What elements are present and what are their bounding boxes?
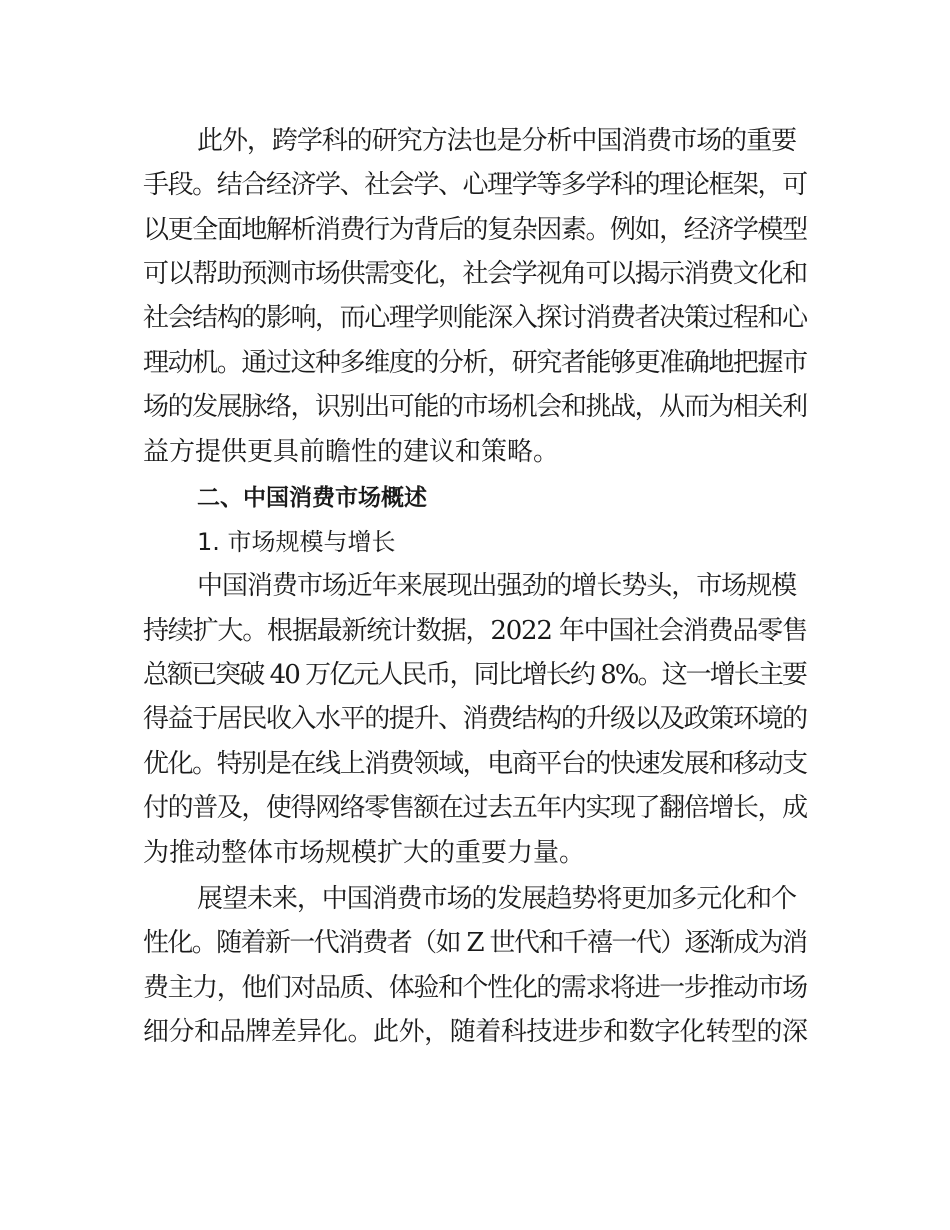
paragraph-line: 理动机。通过这种多维度的分析，研究者能够更准确地把握市	[143, 348, 807, 378]
paragraph-line: 性化。随着新一代消费者（如 Z 世代和千禧一代）逐渐成为消	[143, 928, 807, 958]
paragraph-line: 手段。结合经济学、社会学、心理学等多学科的理论框架，可	[143, 170, 807, 200]
paragraph-line: 场的发展脉络，识别出可能的市场机会和挑战，从而为相关利	[143, 392, 807, 422]
paragraph-line: 此外，跨学科的研究方法也是分析中国消费市场的重要	[197, 126, 797, 156]
paragraph-line: 益方提供更具前瞻性的建议和策略。	[143, 437, 560, 467]
paragraph-line: 细分和品牌差异化。此外，随着科技进步和数字化转型的深	[143, 1017, 808, 1047]
paragraph-line: 以更全面地解析消费行为背后的复杂因素。例如，经济学模型	[143, 215, 807, 245]
paragraph-line: 总额已突破 40 万亿元人民币，同比增长约 8%。这一增长主要	[143, 660, 806, 690]
paragraph-line: 中国消费市场近年来展现出强劲的增长势头，市场规模	[197, 571, 797, 601]
paragraph-line: 得益于居民收入水平的提升、消费结构的升级以及政策环境的	[143, 704, 807, 734]
paragraph-line: 费主力，他们对品质、体验和个性化的需求将进一步推动市场	[143, 973, 807, 1003]
paragraph-line: 为推动整体市场规模扩大的重要力量。	[143, 838, 586, 868]
paragraph-line: 可以帮助预测市场供需变化，社会学视角可以揭示消费文化和	[143, 259, 807, 289]
paragraph-line: 付的普及，使得网络零售额在过去五年内实现了翻倍增长，成	[143, 793, 807, 823]
paragraph-line: 社会结构的影响，而心理学则能深入探讨消费者决策过程和心	[143, 303, 807, 333]
subsection-heading: 1. 市场规模与增长	[197, 528, 396, 556]
paragraph-line: 优化。特别是在线上消费领域，电商平台的快速发展和移动支	[143, 749, 807, 779]
paragraph-line: 展望未来，中国消费市场的发展趋势将更加多元化和个	[197, 884, 797, 914]
section-heading: 二、中国消费市场概述	[197, 485, 427, 511]
paragraph-line: 持续扩大。根据最新统计数据，2022 年中国社会消费品零售	[143, 616, 807, 646]
